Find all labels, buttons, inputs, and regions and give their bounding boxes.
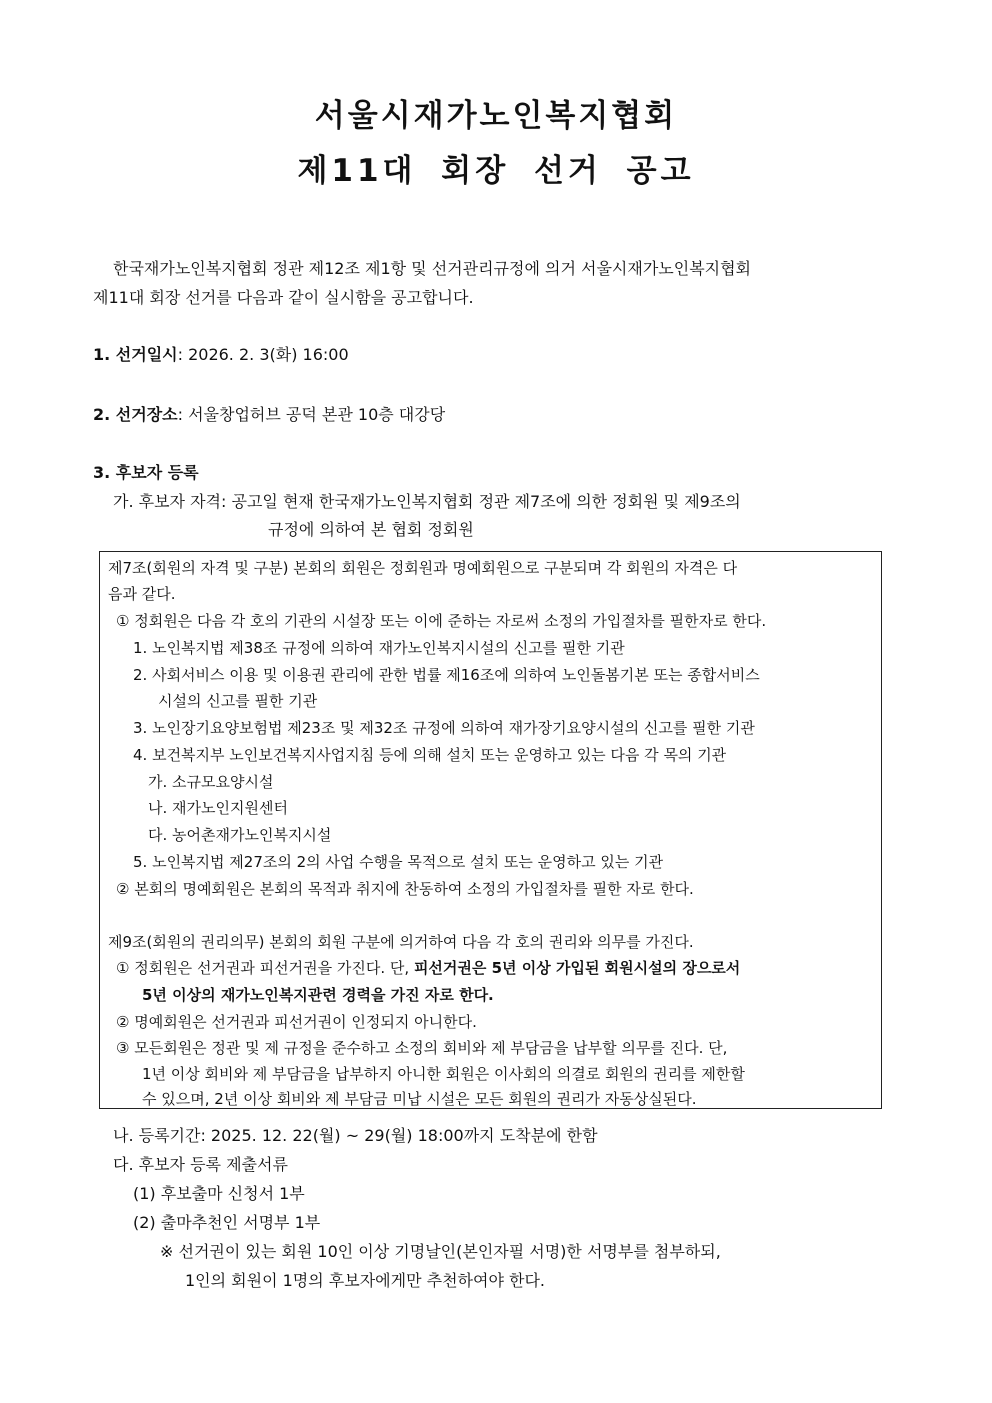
section-2-value: : 서울창업허브 공덕 본관 10층 대강당 (177, 405, 446, 424)
document-item-1: (1) 후보출마 신청서 1부 (133, 1184, 305, 1203)
article9-clause3-line3: 수 있으며, 2년 이상 회비와 제 부담금 미납 시설은 모든 회원의 권리가 자동상실된다. (142, 1090, 697, 1108)
section-2-election-place (93, 404, 445, 426)
article7-item4-sub-na: 나. 재가노인지원센터 (148, 799, 288, 817)
section-1-number: 1. (93, 345, 116, 364)
article9-clause1-plain: ① 정회원은 선거권과 피선거권을 가진다. 단, (116, 959, 414, 977)
article9-clause1-line1 (116, 958, 740, 978)
section-2-label: 선거장소 (115, 405, 178, 424)
article7-item1: 1. 노인복지법 제38조 규정에 의하여 재가노인복지시설의 신고를 필한 기관 (133, 639, 625, 657)
candidate-qualification-line1 (113, 491, 741, 513)
article9-clause1-bold: 피선거권은 5년 이상 가입된 회원시설의 장으로서 (413, 959, 741, 977)
article7-line1: 제7조(회원의 자격 및 구분) 본회의 회원은 정회원과 명예회원으로 구분되며 각 회원의 자격은 다 (108, 559, 738, 577)
article7-item4-sub-da: 다. 농어촌재가노인복지시설 (148, 826, 332, 844)
article7-item2-line1: 2. 사회서비스 이용 및 이용권 관리에 관한 법률 제16조에 의하여 노인돌봄기본 또는 종합서비스 (133, 666, 760, 684)
article7-item4-sub-ga: 가. 소규모요양시설 (148, 773, 274, 791)
section-3-heading: 3. 후보자 등록 (93, 463, 199, 482)
section-1-label: 선거일시 (115, 345, 178, 364)
intro-line1: 한국재가노인복지협회 정관 제12조 제1항 및 선거관리규정에 의거 서울시재가노인복지협회 (113, 259, 752, 278)
candidate-qualification-line2: 규정에 의하여 본 협회 정회원 (268, 520, 474, 539)
candidate-qualification-label: 가. 후보자 자격: (113, 492, 232, 511)
article7-item2-line2: 시설의 신고를 필한 기관 (158, 692, 318, 710)
article7-item3: 3. 노인장기요양보험법 제23조 및 제32조 규정에 의하여 재가장기요양시설의 신고를 필한 기관 (133, 719, 755, 737)
candidate-qualification-text: 공고일 현재 한국재가노인복지협회 정관 제7조에 의한 정회원 및 제9조의 (231, 492, 741, 511)
article9-clause3-line2: 1년 이상 회비와 제 부담금을 납부하지 아니한 회원은 이사회의 의결로 회원의 권리를 제한할 (142, 1065, 745, 1083)
article7-clause1: ① 정회원은 다음 각 호의 기관의 시설장 또는 이에 준하는 자로써 소정의 가입절차를 필한자로 한다. (116, 612, 767, 630)
bylaws-excerpt-box (99, 551, 882, 1109)
article7-item5: 5. 노인복지법 제27조의 2의 사업 수행을 목적으로 설치 또는 운영하고 있는 기관 (133, 853, 664, 871)
note-line1: ※ 선거권이 있는 회원 10인 이상 기명날인(본인자필 서명)한 서명부를 첨부하되, (160, 1242, 721, 1261)
intro-line2: 제11대 회장 선거를 다음과 같이 실시함을 공고합니다. (93, 288, 474, 307)
required-documents-heading: 다. 후보자 등록 제출서류 (113, 1155, 288, 1174)
article9-clause2: ② 명예회원은 선거권과 피선거권이 인정되지 아니한다. (116, 1013, 477, 1031)
registration-period: 나. 등록기간: 2025. 12. 22(월) ~ 29(월) 18:00까지 도착분에 한함 (113, 1126, 598, 1145)
section-1-election-date (93, 344, 349, 366)
article9-clause1-line2: 5년 이상의 재가노인복지관련 경력을 가진 자로 한다. (142, 986, 494, 1004)
article7-clause2: ② 본회의 명예회원은 본회의 목적과 취지에 찬동하여 소정의 가입절차를 필한 자로 한다. (116, 880, 694, 898)
document-title-line2: 제11대 회장 선거 공고 (297, 153, 695, 189)
document-item-2: (2) 출마추천인 서명부 1부 (133, 1213, 321, 1232)
note-line2: 1인의 회원이 1명의 후보자에게만 추천하여야 한다. (185, 1271, 545, 1290)
document-title-line1: 서울시재가노인복지협회 (314, 98, 678, 134)
article9-clause3-line1: ③ 모든회원은 정관 및 제 규정을 준수하고 소정의 회비와 제 부담금을 납부할 의무를 진다. 단, (116, 1039, 728, 1057)
section-1-value: : 2026. 2. 3(화) 16:00 (177, 345, 349, 364)
article7-item4: 4. 보건복지부 노인보건복지사업지침 등에 의해 설치 또는 운영하고 있는 다음 각 목의 기관 (133, 746, 727, 764)
article7-line2: 음과 같다. (108, 585, 176, 603)
article9-line1: 제9조(회원의 권리의무) 본회의 회원 구분에 의거하여 다음 각 호의 권리와 의무를 가진다. (108, 933, 694, 951)
section-2-number: 2. (93, 405, 116, 424)
